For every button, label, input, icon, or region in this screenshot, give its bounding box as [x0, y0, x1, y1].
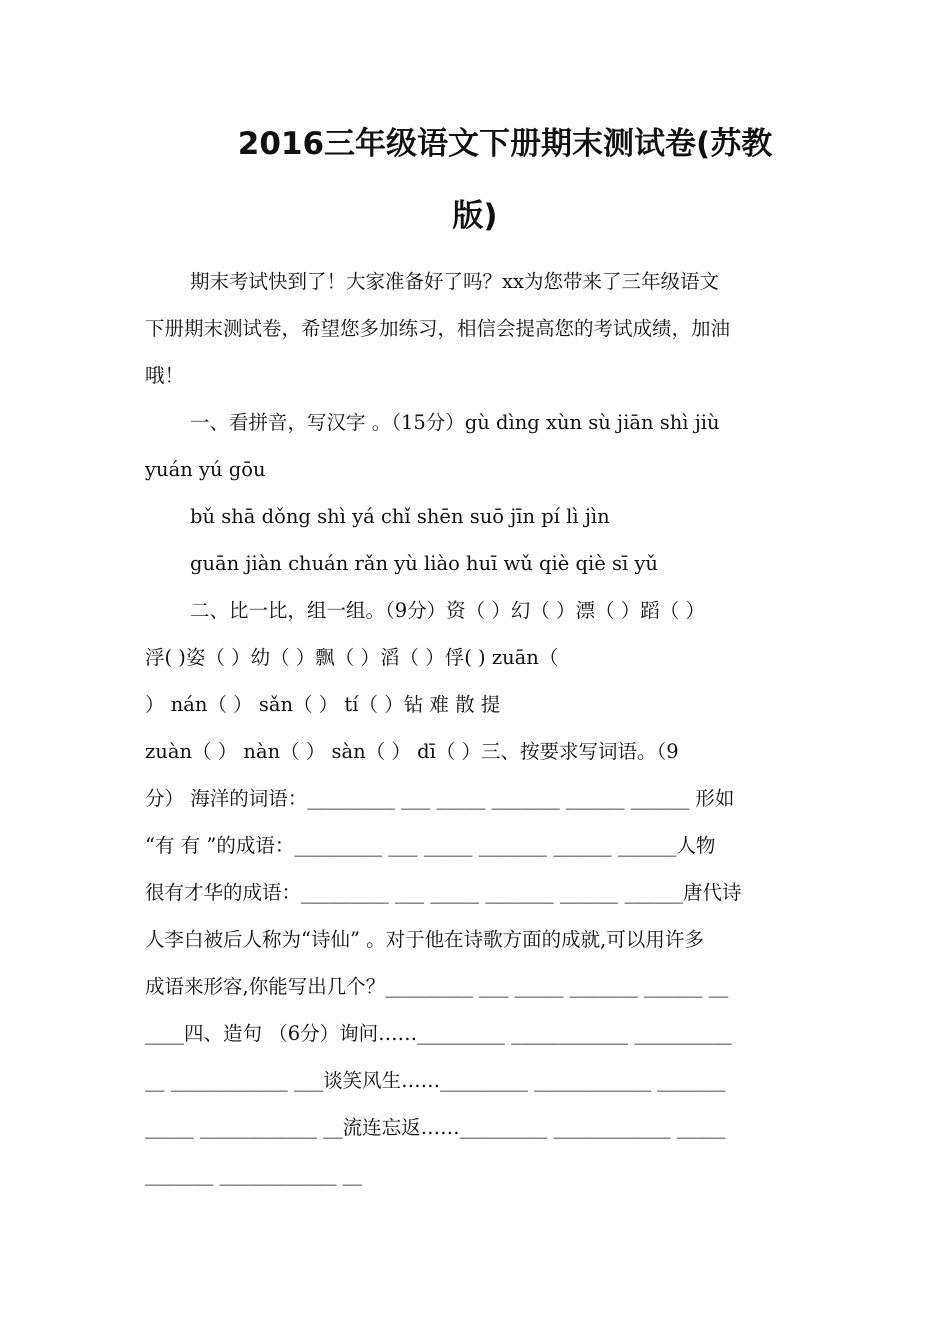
section-1-line-3: bǔ shā dǒng shì yá chǐ shēn suō jīn pí lì jìn [190, 505, 610, 528]
section-4-line-4: _______ ____________ __ [145, 1163, 363, 1186]
document-title-line2: 版) [452, 198, 498, 234]
section-2-line-2: 浮( )姿（ ）幼（ ）飘（ ）滔（ ）俘( ) zuān（ [145, 646, 559, 669]
section-1-line-4: guān jiàn chuán rǎn yù liào huī wǔ qiè qiè sī yǔ [190, 552, 658, 575]
intro-line-3: 哦！ [145, 364, 185, 387]
section-4-line-1: ____四、造句 （6分）询问……_________ ____________ __________ [145, 1022, 732, 1045]
document-title-line1: 2016三年级语文下册期末测试卷(苏教 [237, 126, 773, 162]
intro-line-2: 下册期末测试卷，希望您多加练习，相信会提高您的考试成绩，加油 [145, 317, 731, 340]
section-3-line-1: 分） 海洋的词语：_________ ___ _____ _______ ______ ______ 形如 [145, 787, 735, 810]
section-2-line-4: zuàn（ ） nàn（ ） sàn（ ） dī（ ）三、按要求写词语。（9 [145, 740, 679, 763]
section-3-line-4: 人李白被后人称为“诗仙” 。对于他在诗歌方面的成就,可以用许多 [145, 928, 704, 951]
section-3-line-3: 很有才华的成语：_________ ___ _____ _______ ______ ______唐代诗 [145, 881, 742, 904]
document-body [145, 258, 807, 1198]
section-3-line-5: 成语来形容,你能写出几个？_________ ___ _____ _______ ______ __ [145, 975, 729, 998]
section-2-line-3: ） nán（ ） sǎn（ ） tí（ ）钻 难 散 提 [145, 693, 501, 716]
section-4-line-3: _____ ____________ __流连忘返……_________ ____________ _____ [145, 1116, 726, 1139]
section-1-line-2: yuán yú gōu [145, 458, 266, 481]
intro-line-1: 期末考试快到了！大家准备好了吗？xx为您带来了三年级语文 [190, 270, 719, 293]
section-1-line-1: 一、看拼音，写汉字 。（15分）gù dìng xùn sù jiān shì jiù [190, 411, 720, 434]
section-2-line-1: 二、比一比，组一组。（9分）资（ ）幻（ ）漂（ ）蹈（ ） [190, 599, 705, 622]
section-3-line-2: “有 有 ”的成语：_________ ___ _____ _______ ______ ______人物 [145, 834, 716, 857]
section-4-line-2: __ ____________ ___谈笑风生……_________ ____________ _______ [145, 1069, 726, 1092]
